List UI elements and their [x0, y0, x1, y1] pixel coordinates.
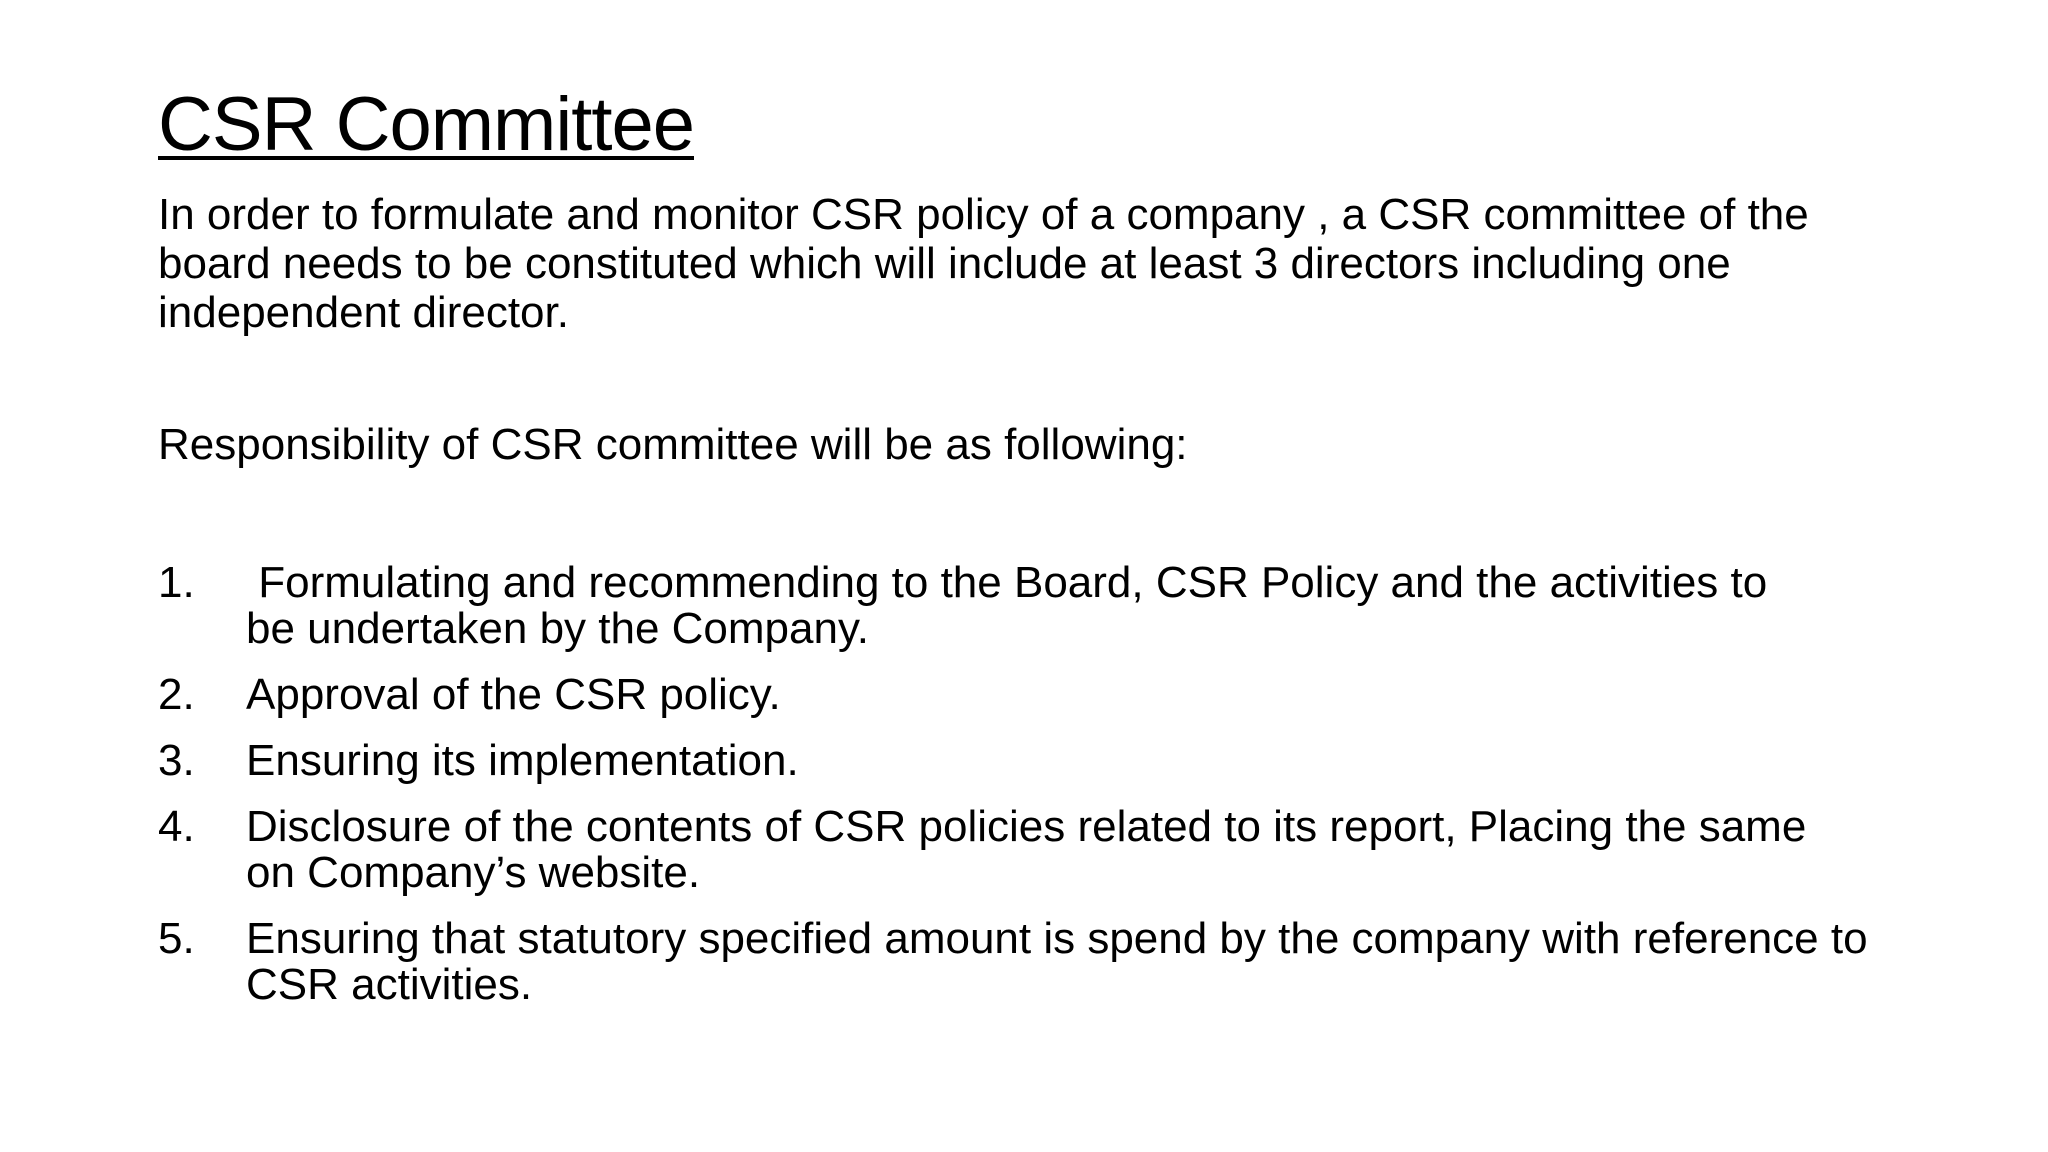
list-item-number: 1.	[158, 558, 195, 607]
list-item-text: Ensuring its implementation.	[246, 736, 799, 785]
list-item	[158, 560, 1918, 652]
responsibilities-lead: Responsibility of CSR committee will be as following:	[158, 420, 1188, 469]
slide-title: CSR Committee	[158, 82, 694, 167]
list-item-text: Approval of the CSR policy.	[246, 670, 781, 719]
list-item-number: 3.	[158, 736, 195, 785]
slide-body	[158, 190, 1918, 1009]
list-item-text: Ensuring that statutory specified amount is spend by the company with reference to CSR activities.	[246, 914, 1868, 1009]
list-item	[158, 916, 1918, 1008]
list-item-text: Disclosure of the contents of CSR policies related to its report, Placing the same on Company’s website.	[246, 802, 1807, 897]
list-item-number: 2.	[158, 670, 195, 719]
responsibilities-list	[158, 560, 1918, 1028]
list-item-text: Formulating and recommending to the Board, CSR Policy and the activities to be undertaken by the Company.	[246, 558, 1780, 653]
list-item-number: 4.	[158, 802, 195, 851]
intro-paragraph: In order to formulate and monitor CSR policy of a company , a CSR committee of the board needs to be constituted which will include at least 3 directors including one independent director.	[158, 190, 1809, 337]
list-item	[158, 804, 1918, 896]
list-item	[158, 738, 1918, 784]
list-item-number: 5.	[158, 914, 195, 963]
list-item	[158, 672, 1918, 718]
